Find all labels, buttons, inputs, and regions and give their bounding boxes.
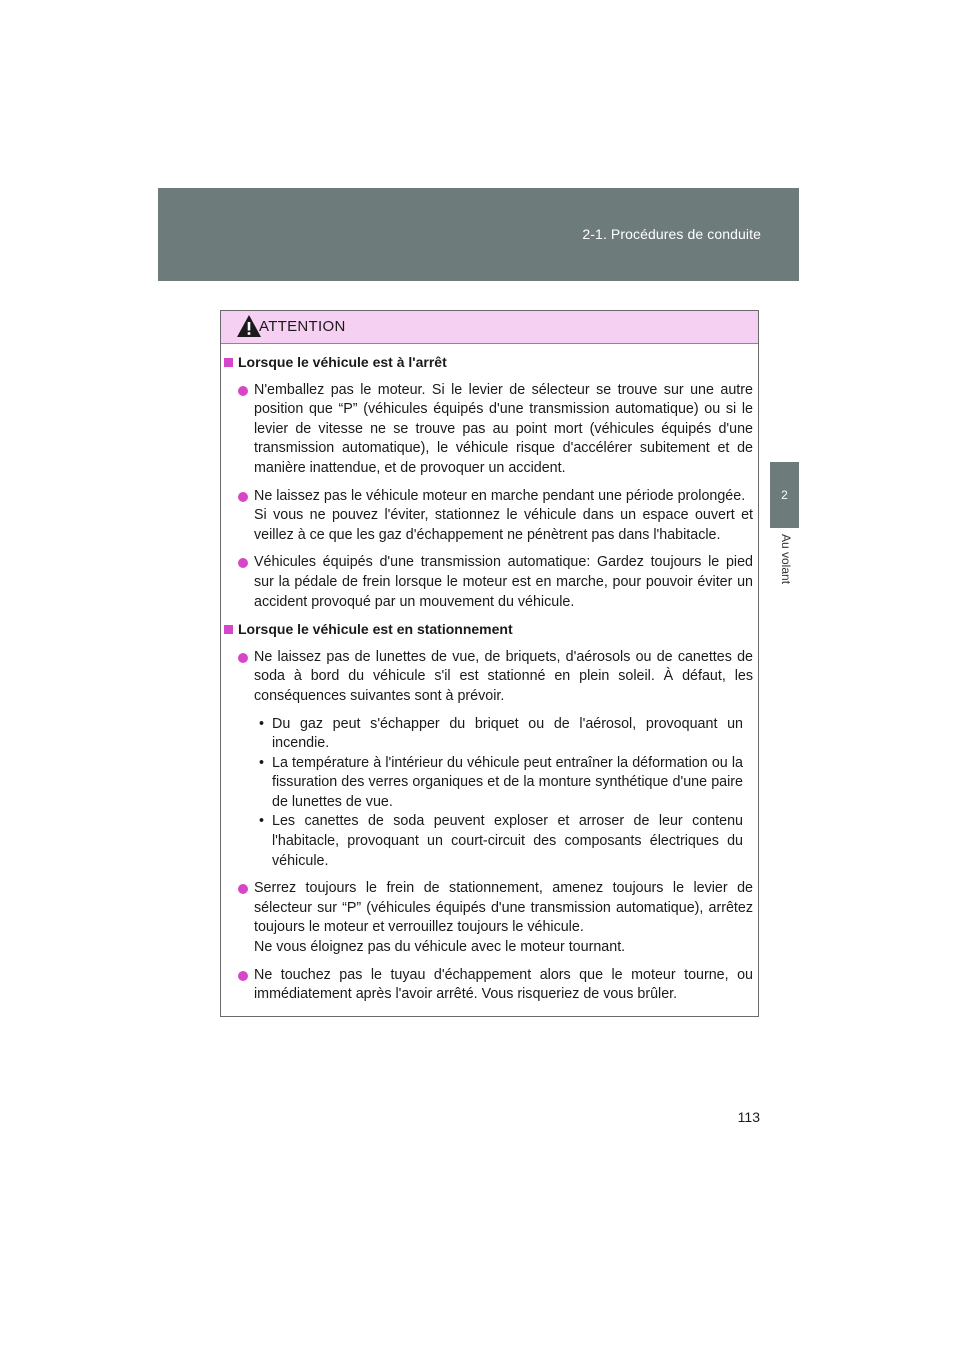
section-title: 2-1. Procédures de conduite bbox=[582, 226, 761, 242]
list-item bbox=[224, 381, 753, 479]
warning-header bbox=[221, 311, 758, 344]
item-text: Ne laissez pas de lunettes de vue, de briquets, d'aérosols ou de canettes de soda à bord du véhicule s'il est stationné en plein soleil. À défaut, les conséquences suivantes sont à prévoir. bbox=[254, 648, 753, 704]
dot-bullet-icon: • bbox=[259, 813, 265, 830]
section-heading-stopped: Lorsque le véhicule est à l'arrêt bbox=[224, 353, 753, 373]
warning-box bbox=[220, 310, 759, 1017]
sub-list-item: • Du gaz peut s'échapper du briquet ou de l'aérosol, provoquant un incendie. bbox=[259, 715, 743, 752]
item-text: Ne laissez pas le véhicule moteur en marche pendant une période prolongée. bbox=[254, 487, 746, 504]
round-bullet-icon bbox=[238, 971, 248, 981]
sub-list-item: • Les canettes de soda peuvent exploser et arroser de leur contenu l'habitacle, provoquant un court-circuit des composants électriques du véhicule. bbox=[259, 813, 743, 869]
item-text: Véhicules équipés d'une transmission automatique: Gardez toujours le pied sur la pédale de frein lorsque le moteur est en marche, pour pouvoir éviter un accident provoqué par un mouvement du véhicule. bbox=[254, 554, 753, 610]
dot-bullet-icon: • bbox=[259, 715, 265, 732]
round-bullet-icon bbox=[238, 386, 248, 396]
square-bullet-icon bbox=[224, 358, 233, 367]
item-text: Si vous ne pouvez l'éviter, stationnez le véhicule dans un espace ouvert et veillez à ce que les gaz d'échappement ne pénètrent pas dans l'habitacle. bbox=[254, 507, 753, 543]
chapter-number: 2 bbox=[781, 488, 788, 502]
round-bullet-icon bbox=[238, 884, 248, 894]
sub-list bbox=[254, 715, 753, 872]
dot-bullet-icon: • bbox=[259, 754, 265, 771]
list-item bbox=[224, 648, 753, 872]
list-item bbox=[224, 487, 753, 546]
round-bullet-icon bbox=[238, 558, 248, 568]
item-text: Ne vous éloignez pas du véhicule avec le moteur tournant. bbox=[254, 939, 626, 956]
item-text: Ne touchez pas le tuyau d'échappement alors que le moteur tourne, ou immédiatement après l'avoir arrêté. Vous risqueriez de vous brûler. bbox=[254, 966, 753, 1003]
square-bullet-icon bbox=[224, 625, 233, 634]
chapter-label: Au volant bbox=[779, 534, 793, 585]
section-heading-parked: Lorsque le véhicule est en stationnement bbox=[224, 620, 753, 640]
sub-list-item: • La température à l'intérieur du véhicule peut entraîner la déformation ou la fissuration des verres organiques et de la monture synthétique d'une paire de lunettes de vue. bbox=[259, 754, 743, 810]
page-number: 113 bbox=[737, 1109, 760, 1125]
list-item bbox=[224, 553, 753, 612]
item-text: Serrez toujours le frein de stationnement, amenez toujours le levier de sélecteur sur “P” (véhicules équipés d'une transmission automatique), arrêtez toujours le moteur et verrouillez toujours le véhicule. bbox=[254, 880, 753, 936]
list-item bbox=[224, 879, 753, 957]
round-bullet-icon bbox=[238, 653, 248, 663]
chapter-header-band bbox=[158, 188, 799, 281]
chapter-side-tab bbox=[770, 462, 799, 528]
item-text: N'emballez pas le moteur. Si le levier de sélecteur se trouve sur une autre position que “P” (véhicules équipés d'une transmission automatique) ou si le levier de vitesse ne se trouve pas au point mort (véhicules équipés d'une transmission automatique), le véhicule risque d'accélérer subitement et de manière inattendue, et de provoquer un accident. bbox=[254, 381, 753, 476]
warning-body bbox=[221, 344, 758, 1005]
list-item bbox=[224, 966, 753, 1005]
warning-title: ATTENTION bbox=[259, 318, 346, 335]
round-bullet-icon bbox=[238, 492, 248, 502]
